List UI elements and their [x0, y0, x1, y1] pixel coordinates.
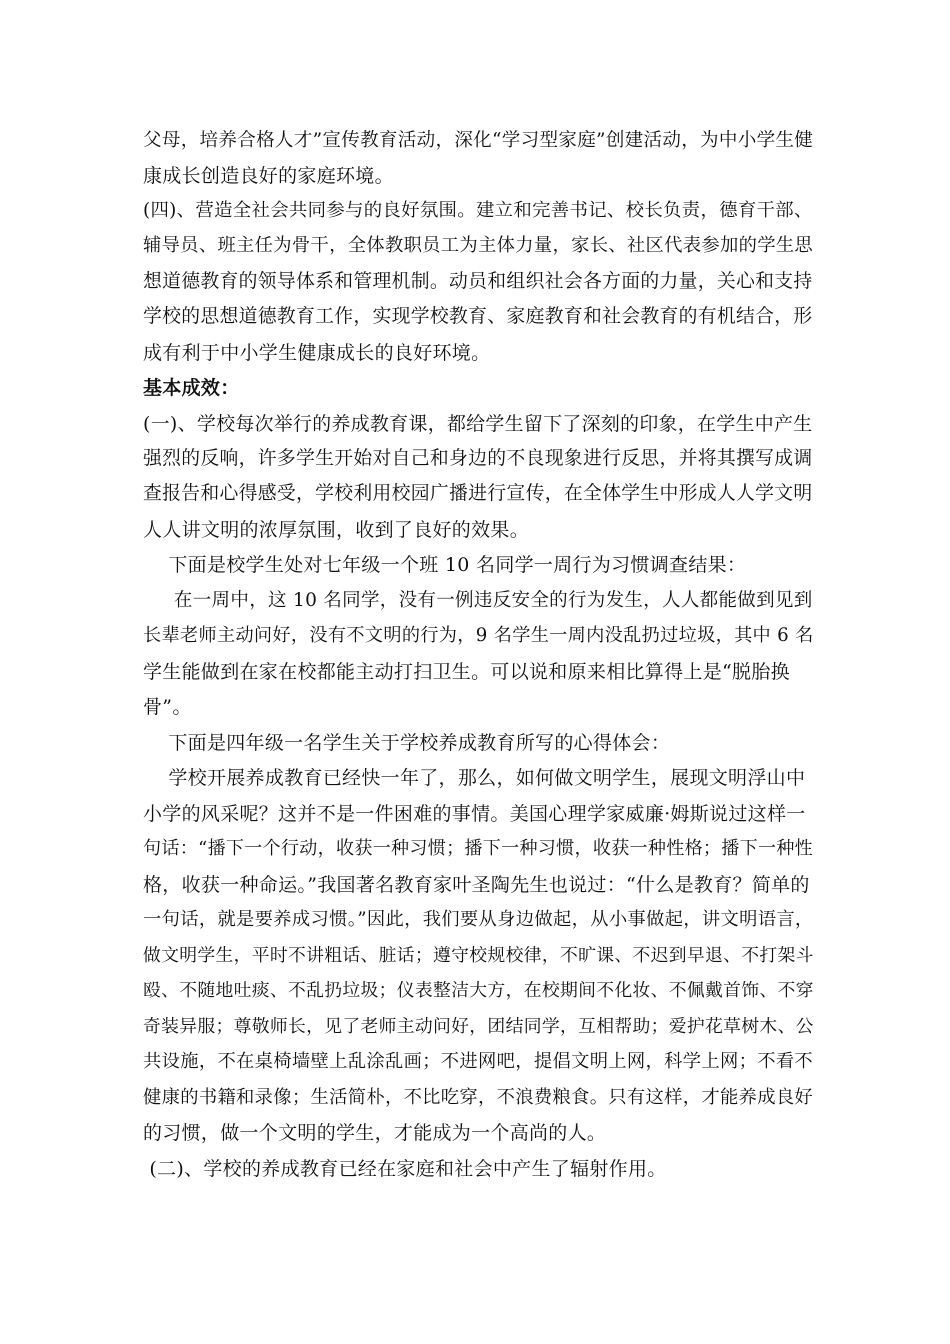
text-line: 小学的风采呢？这并不是一件困难的事情。美国心理学家威廉·姆斯说过这样一 — [143, 803, 806, 825]
text-line: 下面是校学生处对七年级一个班 10 名同学一周行为习惯调查结果： — [143, 554, 747, 576]
text-line: (二)、学校的养成教育已经在家庭和社会中产生了辐射作用。 — [143, 1158, 667, 1180]
text-line: (四)、营造全社会共同参与的良好氛围。建立和完善书记、校长负责，德育干部、 — [143, 200, 813, 221]
text-line: 格，收获一种命运。”我国著名教育家叶圣陶先生也说过：“什么是教育？简单的 — [143, 874, 810, 896]
text-line: 父母，培养合格人才”宣传教育活动，深化“学习型家庭”创建活动，为中小学生健 — [143, 130, 814, 151]
text-line: 下面是四年级一名学生关于学校养成教育所写的心得体会： — [143, 732, 671, 754]
text-line: 想道德教育的领导体系和管理机制。动员和组织社会各方面的力量，关心和支持 — [143, 271, 813, 292]
text-line: 辅导员、班主任为骨干，全体教职员工为主体力量，家长、社区代表参加的学生思 — [143, 235, 814, 256]
text-line: 康成长创造良好的家庭环境。 — [143, 165, 394, 187]
text-line: 做文明学生，平时不讲粗话、脏话；遵守校规校律，不旷课、不迟到早退、不打架斗 — [143, 945, 814, 966]
section-heading: 基本成效： — [143, 377, 240, 399]
text-line: 人人讲文明的浓厚氛围，收到了良好的效果。 — [143, 519, 530, 541]
text-line: 的习惯，做一个文明的学生，才能成为一个高尚的人。 — [143, 1122, 607, 1144]
text-line: 句话：“播下一个行动，收获一种习惯；播下一种习惯，收获一种性格；播下一种性 — [143, 838, 814, 859]
text-line: 健康的书籍和录像；生活简朴，不比吃穿，不浪费粮食。只有这样，才能养成良好 — [143, 1087, 814, 1108]
text-line: 学生能做到在家在校都能主动打扫卫生。可以说和原来相比算得上是“脱胎换 — [143, 661, 790, 683]
text-line: 殴、不随地吐痰、不乱扔垃圾；仪表整洁大方，在校期间不化妆、不佩戴首饰、不穿 — [143, 980, 814, 1001]
text-line: 长辈老师主动问好，没有不文明的行为，9 名学生一周内没乱扔过垃圾，其中 6 名 — [143, 625, 814, 646]
text-line: 学校开展养成教育已经快一年了，那么，如何做文明学生，展现文明浮山中 — [143, 767, 806, 789]
text-line: 查报告和心得感受，学校利用校园广播进行宣传，在全体学生中形成人人学文明 — [143, 483, 813, 504]
text-line: 共设施，不在桌椅墙壁上乱涂乱画；不进网吧，提倡文明上网，科学上网；不看不 — [143, 1051, 814, 1072]
text-line: 在一周中，这 10 名同学，没有一例违反安全的行为发生，人人都能做到见到 — [143, 590, 813, 611]
text-line: (一)、学校每次举行的养成教育课，都给学生留下了深刻的印象，在学生中产生 — [143, 413, 813, 435]
text-line: 骨”。 — [143, 696, 192, 718]
text-line: 成有利于中小学生健康成长的良好环境。 — [143, 342, 491, 364]
text-line: 一句话，就是要养成习惯。”因此，我们要从身边做起，从小事做起，讲文明语言， — [143, 909, 814, 930]
text-line: 奇装异服；尊敬师长，见了老师主动问好，团结同学，互相帮助；爱护花草树木、公 — [143, 1016, 814, 1037]
text-line: 学校的思想道德教育工作，实现学校教育、家庭教育和社会教育的有机结合，形 — [143, 306, 813, 327]
text-line: 强烈的反响，许多学生开始对自己和身边的不良现象进行反思，并将其撰写成调 — [143, 448, 813, 469]
